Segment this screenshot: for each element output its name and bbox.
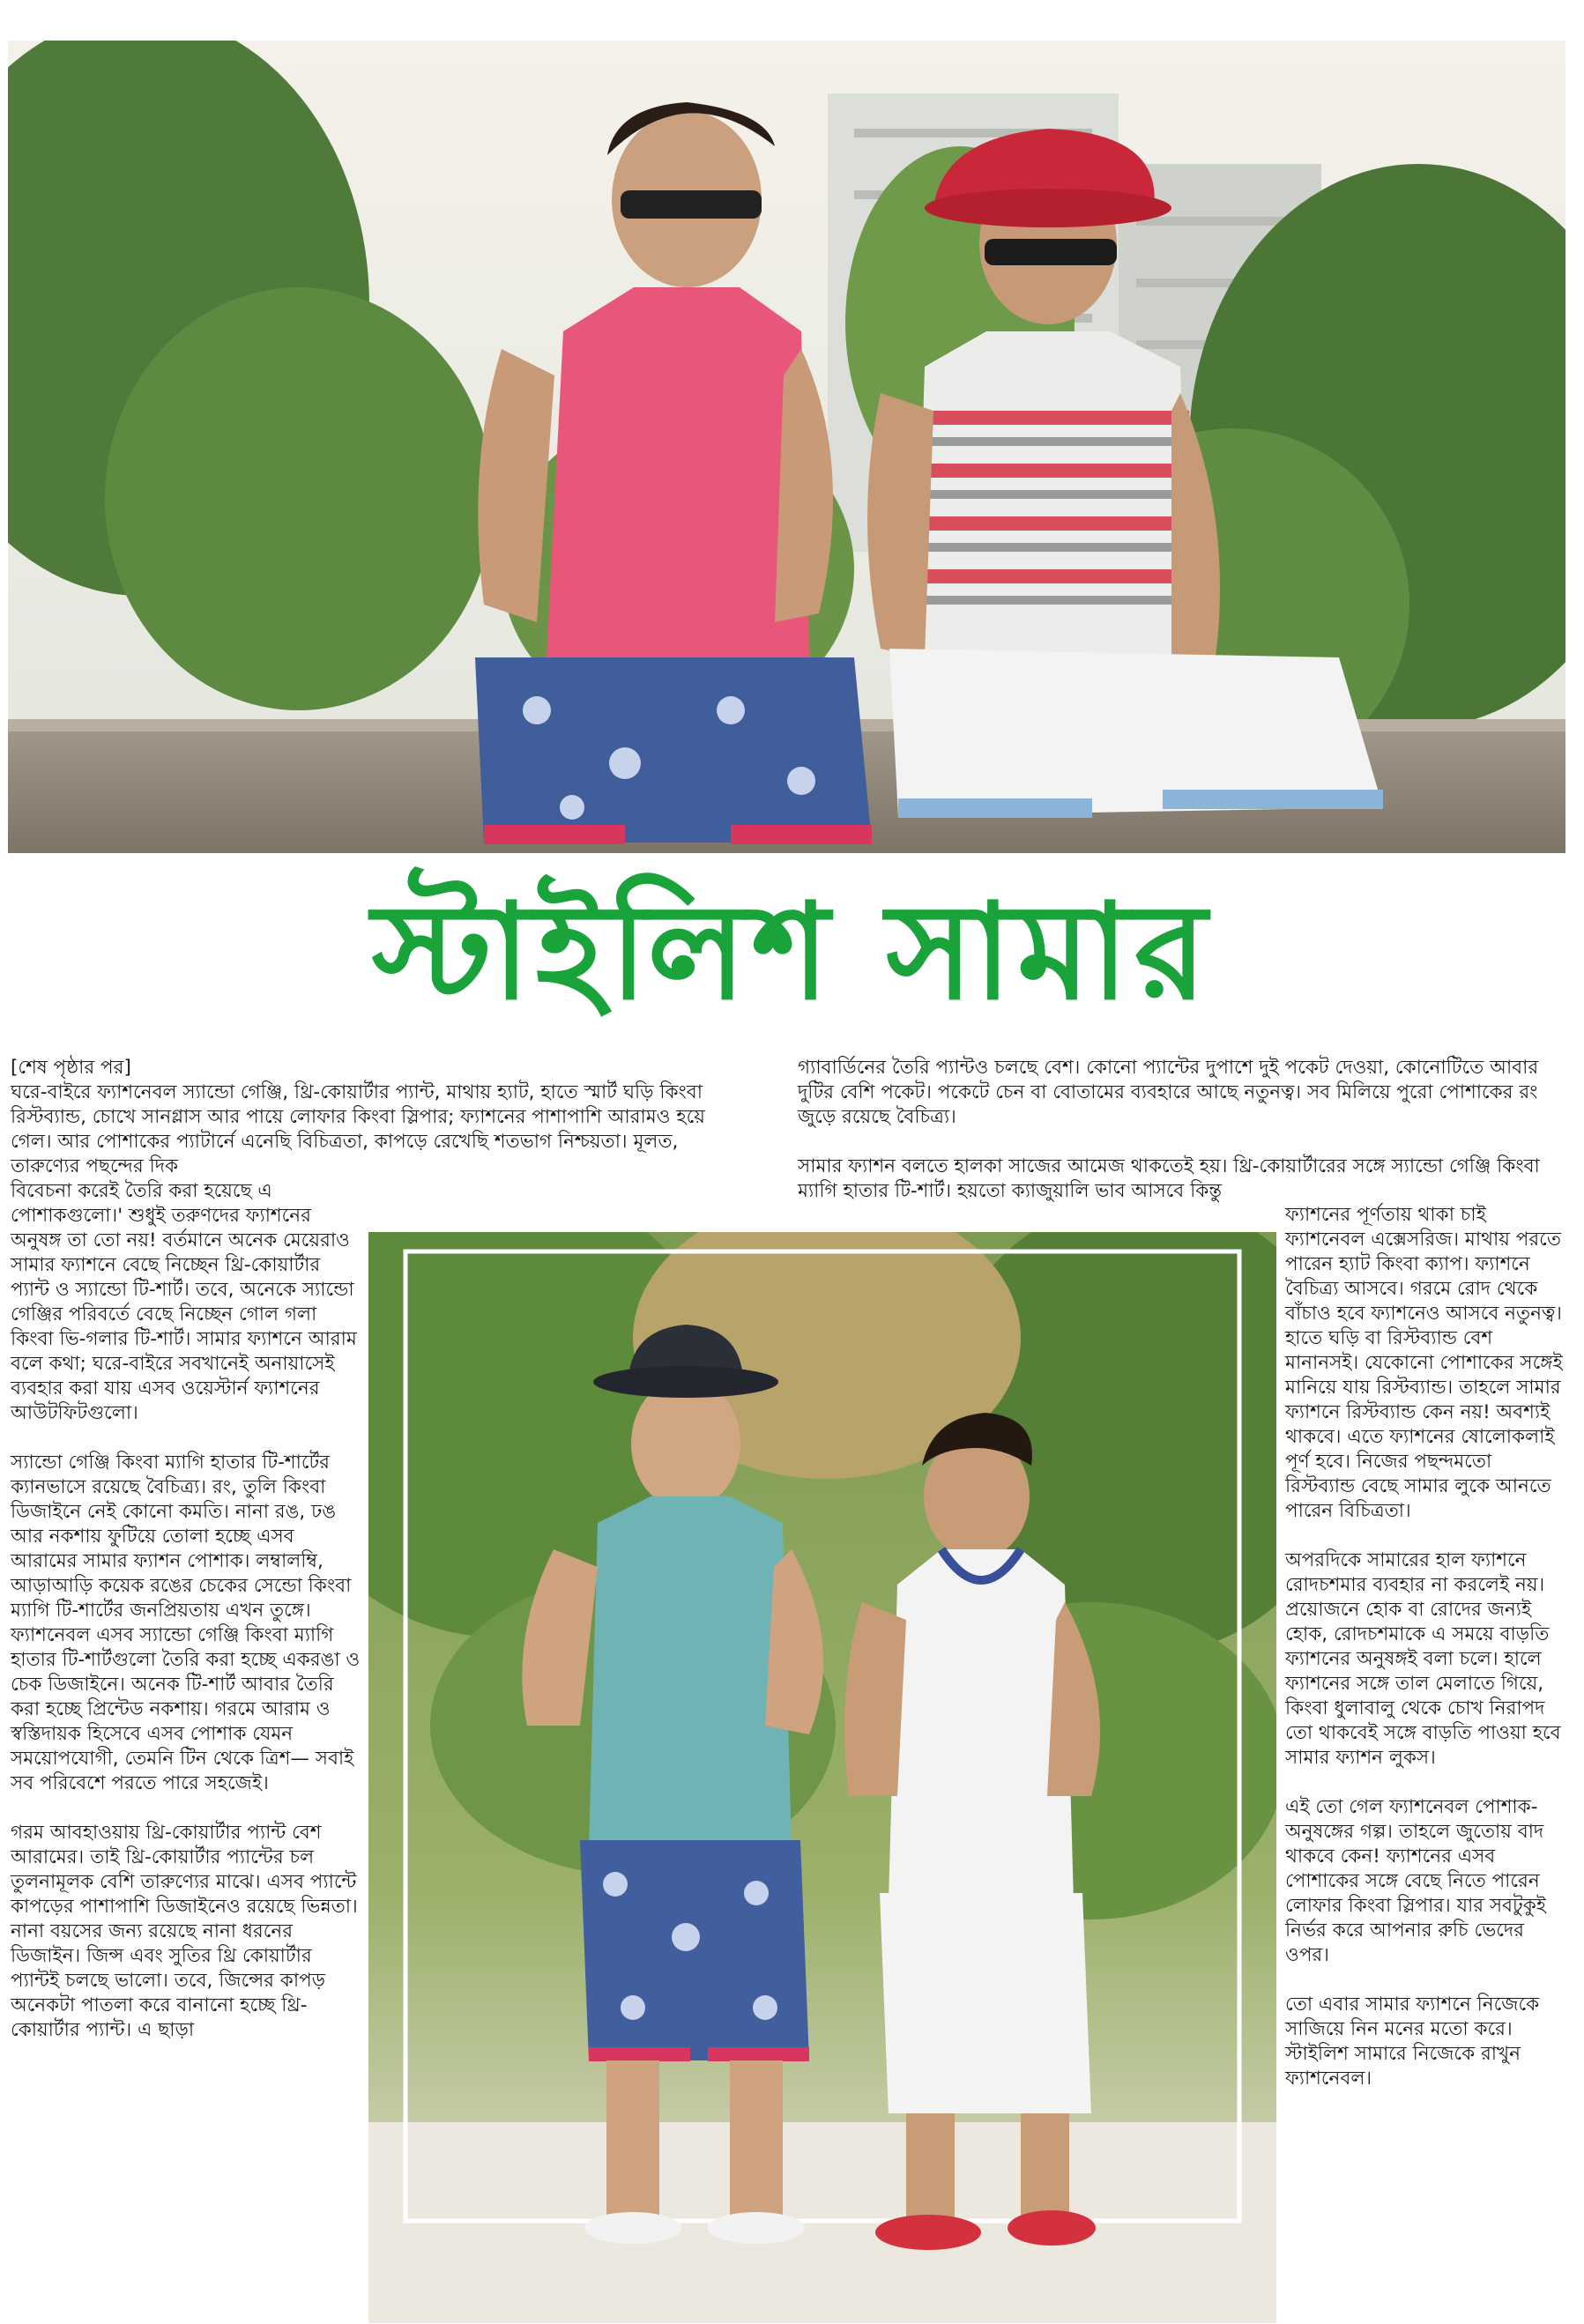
top-photo: [8, 41, 1565, 853]
headline: স্টাইলিশ সামার: [371, 874, 1213, 1029]
article-right-column: [1285, 1203, 1567, 2091]
continued-from-kicker: [শেষ পৃষ্ঠার পর]: [11, 1057, 131, 1079]
top-photo-illustration: [8, 41, 1565, 853]
paragraph: বিবেচনা করেই তৈরি করা হয়েছে এ পোশাকগুলো।' শুধুই তরুণদের ফ্যাশনের অনুষঙ্গ তা তো নয়! বর্তমানে অনেক মেয়েরাও সামার ফ্যাশনে বেছে নিচ্ছেন থ্রি-কোয়ার্টার প্যান্ট ও স্যান্ডো টি-শার্ট। তবে, অনেকে স্যান্ডো গেঞ্জির পরিবর্তে বেছে নিচ্ছেন গোল গলা কিংবা ভি-গলার টি-শার্ট। সামার ফ্যাশনে আরাম বলে কথা; ঘরে-বাইরে সবখানেই অনায়াসেই ব্যবহার করা যায় এসব ওয়েস্টার্ন ফ্যাশনের আউটফিটগুলো।: [11, 1180, 357, 1424]
paragraph: ফ্যাশনের পূর্ণতায় থাকা চাই ফ্যাশনেবল এক্সেসরিজ। মাথায় পরতে পারেন হ্যাট কিংবা ক্যাপ। ফ্যাশনে বৈচিত্র্য আসবে। গরমে রোদ থেকে বাঁচাও হবে ফ্যাশনেও আসবে নতুনত্ব। হাতে ঘড়ি বা রিস্টব্যান্ড বেশ মানানসই। যেকোনো পোশাকের সঙ্গেই মানিয়ে যায় রিস্টব্যান্ড। তাহলে সামার ফ্যাশনে রিস্টব্যান্ড কেন নয়! অবশ্যই থাকবে। এতে ফ্যাশনের ষোলোকলাই পূর্ণ হবে। নিজের পছন্দমতো রিস্টব্যান্ড বেছে সামার লুকে আনতে পারেন বিচিত্রতা।: [1285, 1204, 1563, 1522]
paragraph: তো এবার সামার ফ্যাশনে নিজেকে সাজিয়ে নিন মনের মতো করে। স্টাইলিশ সামারে নিজেকে রাখুন ফ্যাশনেবল।: [1285, 1994, 1540, 2090]
paragraph: স্যান্ডো গেঞ্জি কিংবা ম্যাগি হাতার টি-শার্টের ক্যানভাসে রয়েছে বৈচিত্র্য। রং, তুলি কিংবা ডিজাইনে নেই কোনো কমতি। নানা রঙ, ঢঙ আর নকশায় ফুটিয়ে তোলা হচ্ছে এসব আরামের সামার ফ্যাশন পোশাক। লম্বালম্বি, আড়াআড়ি কয়েক রঙের চেকের সেন্ডো কিংবা ম্যাগি টি-শার্টের জনপ্রিয়তায় এখন তুঙ্গে। ফ্যাশনেবল এসব স্যান্ডো গেঞ্জি কিংবা ম্যাগি হাতার টি-শার্টগুলো তৈরি করা হচ্ছে একরঙা ও চেক ডিজাইনে। অনেক টি-শার্ট আবার তৈরি করা হচ্ছে প্রিন্টেড নকশায়। গরমে আরাম ও স্বস্তিদায়ক হিসেবে এসব পোশাক যেমন সময়োপযোগী, তেমনি টিন থেকে ত্রিশ— সবাই সব পরিবেশে পরতে পারে সহজেই।: [11, 1452, 361, 1794]
article-left-column: [11, 1179, 363, 2043]
article-right-top: [798, 1056, 1565, 1204]
paragraph: গ্যাবার্ডিনের তৈরি প্যান্টও চলছে বেশ। কোনো প্যান্টের দুপাশে দুই পকেট দেওয়া, কোনোটিতে আবার দুটির বেশি পকেট। পকেটে চেন বা বোতামের ব্যবহারে আছে নতুনত্ব। সব মিলিয়ে পুরো পোশাকের রং জুড়ে রয়েছে বৈচিত্র্য।: [798, 1057, 1539, 1128]
article-intro: [11, 1056, 740, 1179]
paragraph: অপরদিকে সামারের হাল ফ্যাশনে রোদচশমার ব্যবহার না করলেই নয়। প্রয়োজনে হোক বা রোদের জন্যই হোক, রোদচশমাকে এ সময়ে বাড়তি ফ্যাশনের অনুষঙ্গই বলা চলে। হালে ফ্যাশনের সঙ্গে তাল মেলাতে গিয়ে, কিংবা ধুলাবালু থেকে চোখ নিরাপদ তো থাকবেই সঙ্গে বাড়তি পাওয়া হবে সামার ফ্যাশন লুকস।: [1285, 1549, 1561, 1769]
middle-photo-illustration: [368, 1232, 1276, 2323]
middle-photo: [368, 1232, 1276, 2323]
paragraph: সামার ফ্যাশন বলতে হালকা সাজের আমেজ থাকতেই হয়। থ্রি-কোয়ার্টারের সঙ্গে স্যান্ডো গেঞ্জি কিংবা ম্যাগি হাতার টি-শার্ট। হয়তো ক্যাজুয়ালি ভাব আসবে কিন্তু: [798, 1155, 1540, 1202]
intro-paragraph: ঘরে-বাইরে ফ্যাশনেবল স্যান্ডো গেঞ্জি, থ্রি-কোয়ার্টার প্যান্ট, মাথায় হ্যাট, হাতে স্মার্ট ঘড়ি কিংবা রিস্টব্যান্ড, চোখে সানগ্লাস আর পায়ে লোফার কিংবা স্লিপার; ফ্যাশনের পাশাপাশি আরামও হয়ে গেল। আর পোশাকের প্যাটার্নে এনেছি বিচিত্রতা, কাপড়ে রেখেছি শতভাগ নিশ্চয়তা। মূলত, তারুণ্যের পছন্দের দিক: [11, 1081, 705, 1177]
paragraph: গরম আবহাওয়ায় থ্রি-কোয়ার্টার প্যান্ট বেশ আরামের। তাই থ্রি-কোয়ার্টার প্যান্টের চল তুলনামূলক বেশি তারুণ্যের মাঝে। এসব প্যান্টে কাপড়ের পাশাপাশি ডিজাইনেও রয়েছে ভিন্নতা। নানা বয়সের জন্য রয়েছে নানা ধরনের ডিজাইন। জিন্স এবং সুতির থ্রি কোয়ার্টার প্যান্টই চলছে ভালো। তবে, জিন্সের কাপড় অনেকটা পাতলা করে বানানো হচ্ছে থ্রি-কোয়ার্টার প্যান্ট। এ ছাড়া: [11, 1822, 358, 2041]
paragraph: এই তো গেল ফ্যাশনেবল পোশাক-অনুষঙ্গের গল্প। তাহলে জুতোয় বাদ থাকবে কেন! ফ্যাশনের এসব পোশাকের সঙ্গে বেছে নিতে পারেন লোফার কিংবা স্লিপার। যার সবটুকুই নির্ভর করে আপনার রুচি ভেদের ওপর।: [1285, 1796, 1546, 1966]
